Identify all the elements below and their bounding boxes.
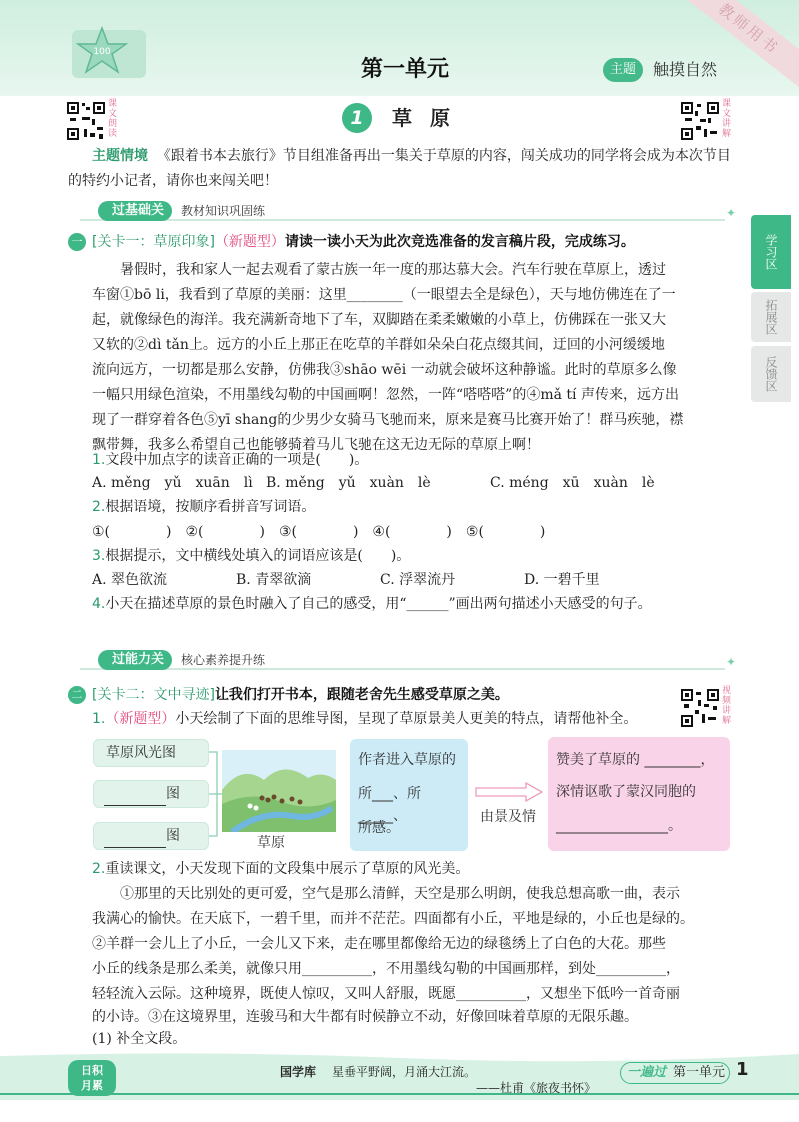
mindmap-box-3-text: 图: [104, 825, 180, 848]
arrow-right-icon: [474, 782, 544, 802]
question-number: 2.: [92, 861, 106, 877]
qr-label-explain: 课文讲解: [722, 99, 732, 139]
passage-line: 又软的②dì tǎn上。远方的小丘上那正在吃草的羊群如朵朵白花点缀其间，迂回的小河缓缓地: [92, 337, 665, 353]
answer-blanks[interactable]: ①( ) ②( ) ③( ) ④( ) ⑤( ): [92, 524, 546, 540]
star-icon: ✦: [726, 206, 737, 220]
section-subtitle: 核心素养提升练: [181, 653, 266, 667]
question-text: 小天在描述草原的景色时融入了自己的感受，用“______”画出两句描述小天感受的句子。: [105, 596, 652, 612]
lesson-title: 草原: [392, 106, 468, 130]
card1-heading: [92, 231, 752, 253]
passage-line: 车窗①bō li，我看到了草原的美丽：这里________（一眼望去全是绿色），天与地仿佛连在了一: [92, 287, 676, 303]
teacher-edition-ribbon: 教师用书: [669, 0, 799, 96]
option-d[interactable]: D. 一碧千里: [524, 572, 600, 588]
card2-label: [关卡二：文中寻迹]: [92, 687, 215, 703]
intro-text: 《跟着书本去旅行》节目组准备再出一集关于草原的内容，闯关成功的同学将会成为本次节目的特约小记者，请你也来闯关吧！: [68, 148, 731, 189]
question-2: [92, 496, 752, 518]
mindmap-middle-line-2: 所___、所_____、: [358, 786, 421, 824]
section-header-ability: [80, 650, 740, 672]
question-number: 2.: [92, 499, 106, 515]
question-1: [92, 449, 752, 471]
card2-instruction: 让我们打开书本，跟随老舍先生感受草原之美。: [214, 687, 509, 703]
passage-line: 流向远方，一切都是那么安静，仿佛我③shāo wēi 一动就会破坏这种静谧。此时的草原多么像: [92, 362, 677, 378]
option-b[interactable]: B. měng yǔ xuàn lè: [266, 475, 431, 491]
option-a[interactable]: A. měng yǔ xuān lì: [92, 475, 253, 491]
passage-line: 起，就像绿色的海洋。我充满新奇地下了车，双脚踏在柔柔嫩嫩的小草上，仿佛踩在一张又大: [92, 312, 666, 328]
footer-brand: 一遍过: [627, 1065, 667, 1080]
sidebar-tab-extend[interactable]: 拓展区: [751, 292, 791, 342]
unit-title: 第一单元: [360, 57, 449, 82]
mindmap-right-line-1: 赞美了草原的 ________，: [556, 752, 715, 768]
qr-code-icon[interactable]: [66, 101, 106, 141]
intro-paragraph: [68, 144, 744, 194]
arrow-label: 由景及情: [480, 809, 536, 825]
theme-label: 主题: [603, 58, 643, 82]
question-text: 重读课文，小天发现下面的文段集中展示了草原的风光美。: [105, 861, 470, 877]
new-type-tag: （新题型）: [214, 234, 285, 250]
section-divider: [80, 219, 725, 221]
passage-line: 的小诗。③在这境界里，连骏马和大牛都有时候静立不动，好像回味着草原的无限乐趣。: [92, 1009, 638, 1025]
passage-line: ①那里的天比别处的更可爱，空气是那么清鲜，天空是那么明朗，使我总想高歌一曲，表示: [120, 886, 680, 902]
daily-badge: 日积 月累: [68, 1060, 116, 1096]
theme-text: 触摸自然: [653, 60, 718, 79]
option-c[interactable]: C. méng xū xuàn lè: [490, 475, 655, 491]
mindmap-right-line-3: ________________。: [556, 818, 682, 834]
question-text: 文段中加点字的读音正确的一项是( )。: [105, 452, 369, 468]
mindmap-middle-line-1: 作者进入草原的: [358, 752, 456, 768]
intro-label: 主题情境: [92, 148, 148, 164]
mindmap-box-3[interactable]: [93, 822, 209, 850]
card1-label: [关卡一：草原印象]: [92, 234, 215, 250]
image-caption: 草原: [257, 835, 285, 851]
passage-line: ②羊群一会儿上了小丘，一会儿又下来，走在哪里都像给无边的绿毯绣上了白色的大花。那些: [92, 936, 666, 952]
star-icon: ✦: [726, 655, 737, 669]
footer-quote: 星垂平野阔，月涌大江流。: [332, 1065, 477, 1079]
passage-line: 小丘的线条是那么柔美，就像只用__________，不用墨线勾勒的中国画那样，到处__________，: [92, 961, 680, 977]
passage-line: 轻轻流入云际。这种境界，既使人惊叹，又叫人舒服，既愿__________，又想坐下低吟一首奇丽: [92, 986, 680, 1002]
question-number: 4.: [92, 596, 106, 612]
lesson-number: 1: [342, 103, 372, 133]
passage-line: 一幅只用绿色渲染，不用墨线勾勒的中国画啊！忽然，一阵“嗒嗒嗒”的④mǎ tí 声传来，远方出: [92, 387, 679, 403]
qr-label-video: 视频讲解: [722, 686, 732, 726]
mindmap-box-1-text: 草原风光图: [106, 745, 176, 761]
mascot-star-icon: [66, 22, 152, 86]
question-text: 根据提示，文中横线处填入的词语应该是( )。: [105, 548, 411, 564]
passage-line: 暑假时，我和家人一起去观看了蒙古族一年一度的那达慕大会。汽车行驶在草原上，透过: [120, 262, 666, 278]
question-2-2: [92, 858, 752, 880]
passage-line: 我满心的愉快。在天底下，一碧千里，而并不茫茫。四面都有小丘，平地是绿的，小丘也是绿的。: [92, 911, 694, 927]
card2-heading: [92, 684, 752, 706]
section-divider: [80, 668, 725, 670]
sidebar-tab-feedback[interactable]: 反馈区: [751, 346, 791, 402]
mindmap-box-1: [93, 739, 209, 767]
mindmap-right-box[interactable]: [548, 737, 730, 851]
mindmap-middle-line-3: 所感。: [358, 820, 400, 836]
qr-code-icon[interactable]: [680, 101, 720, 141]
footer-source: ——杜甫《旅夜书怀》: [476, 1081, 597, 1095]
page-number: 1: [736, 1059, 749, 1080]
sidebar-tab-study[interactable]: 学习区: [751, 215, 791, 289]
mindmap-right-line-2: 深情讴歌了蒙汉同胞的: [556, 784, 696, 800]
question-number: 3.: [92, 548, 106, 564]
card1-instruction: 请读一读小天为此次竞选准备的发言稿片段，完成练习。: [284, 234, 635, 250]
footer-unit: 第一单元: [673, 1065, 726, 1080]
mindmap-middle-box[interactable]: [350, 739, 468, 851]
question-number: 1.: [92, 452, 106, 468]
qr-label-reading: 课文朗读: [108, 99, 118, 139]
option-a[interactable]: A. 翠色欲流: [92, 572, 168, 588]
footer-brand-pill: [620, 1062, 730, 1084]
section-tag: 过能力关: [98, 650, 172, 670]
sub-question-1: (1) 补全文段。: [92, 1031, 187, 1047]
option-b[interactable]: B. 青翠欲滴: [236, 572, 312, 588]
question-4: [92, 593, 752, 615]
section-header-basic: [80, 201, 740, 223]
question-number: 1.: [92, 711, 106, 727]
passage-line: 现了一群穿着各色⑤yī shang的少男少女骑马飞驰而来，原来是赛马比赛开始了！群马疾驰，襟: [92, 412, 684, 428]
new-type-tag: （新题型）: [105, 711, 176, 727]
question-2-1: [92, 708, 752, 730]
grassland-illustration: [222, 750, 336, 832]
mindmap-box-2[interactable]: [93, 780, 209, 808]
section-subtitle: 教材知识巩固练: [181, 204, 266, 218]
svg-text:100: 100: [93, 47, 111, 57]
mindmap-box-2-text: 图: [104, 783, 180, 806]
passage-line: 飘带舞，我多么希望自己也能够骑着马儿飞驰在这无边无际的草原上啊！: [92, 437, 540, 453]
footer-library: 国学库: [280, 1065, 317, 1079]
question-text: 根据语境，按顺序看拼音写词语。: [105, 499, 316, 515]
option-c[interactable]: C. 浮翠流丹: [380, 572, 456, 588]
card-number-circle: 二: [68, 686, 86, 704]
question-text: 小天绘制了下面的思维导图，呈现了草原景美人更美的特点，请帮他补全。: [175, 711, 638, 727]
section-tag: 过基础关: [98, 201, 172, 221]
question-3: [92, 545, 752, 567]
card-number-circle: 一: [68, 233, 86, 251]
